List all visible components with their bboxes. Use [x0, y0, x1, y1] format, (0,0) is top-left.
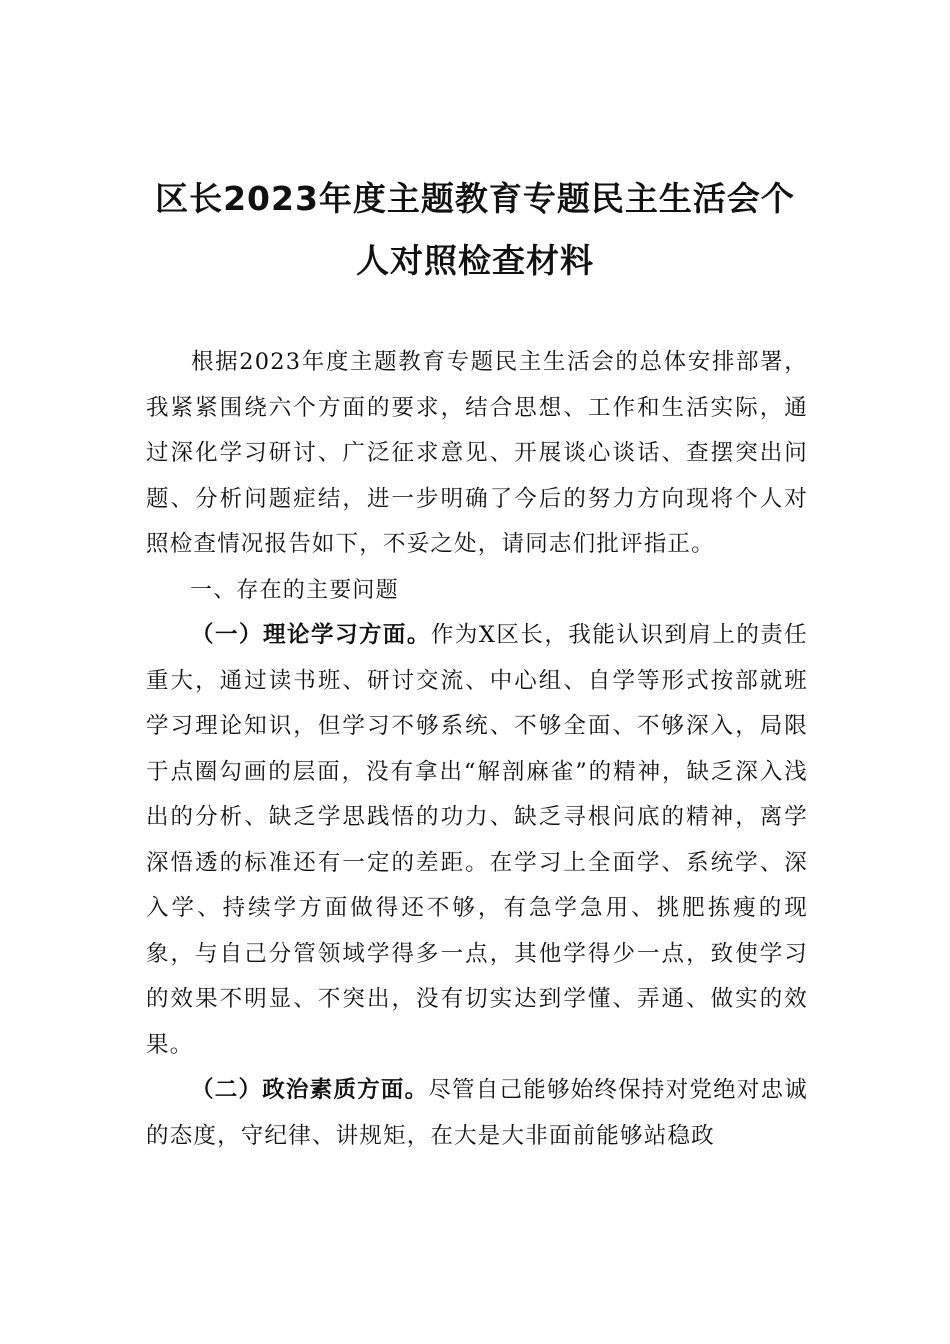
title-line-2: 人对照检查材料 — [356, 241, 594, 280]
intro-paragraph: 根据2023年度主题教育专题民主生活会的总体安排部署，我紧紧围绕六个方面的要求，结合思想、工作和生活实际，通过深化学习研讨、广泛征求意见、开展谈心谈话、查摆突出问题、分析问题症结，进一步明确了今后的努力方向现将个人对照检查情况报告如下，不妥之处，请同志们批评指正。 — [146, 349, 808, 557]
section-heading: 一、存在的主要问题 — [190, 577, 399, 603]
item-1-lead: （一）理论学习方面。 — [191, 622, 431, 648]
document-body — [146, 340, 808, 1159]
item-2-lead: （二）政治素质方面。 — [191, 1077, 429, 1103]
item-1-text: 作为X区长，我能认识到肩上的责任重大，通过读书班、研讨交流、中心组、自学等形式按部就班学习理论知识，但学习不够系统、不够全面、不够深入，局限于点圈勾画的层面，没有拿出“解剖麻雀”的精神，缺乏深入浅出的分析、缺乏学思践悟的功力、缺乏寻根问底的精神，离学深悟透的标准还有一定的差距。在学习上全面学、系统学、深入学、持续学方面做得还不够，有急学急用、挑肥拣瘦的现象，与自己分管领域学得多一点，其他学得少一点，致使学习的效果不明显、不突出，没有切实达到学懂、弄通、做实的效果。 — [146, 622, 808, 1058]
item-2-text: 尽管自己能够始终保持对党绝对忠诚的态度，守纪律、讲规矩，在大是大非面前能够站稳政 — [146, 1077, 808, 1149]
title-line-1: 区长2023年度主题教育专题民主生活会个 — [155, 179, 795, 218]
document-title — [130, 168, 820, 292]
item-1-paragraph — [146, 613, 808, 1068]
item-2-paragraph — [146, 1068, 808, 1159]
